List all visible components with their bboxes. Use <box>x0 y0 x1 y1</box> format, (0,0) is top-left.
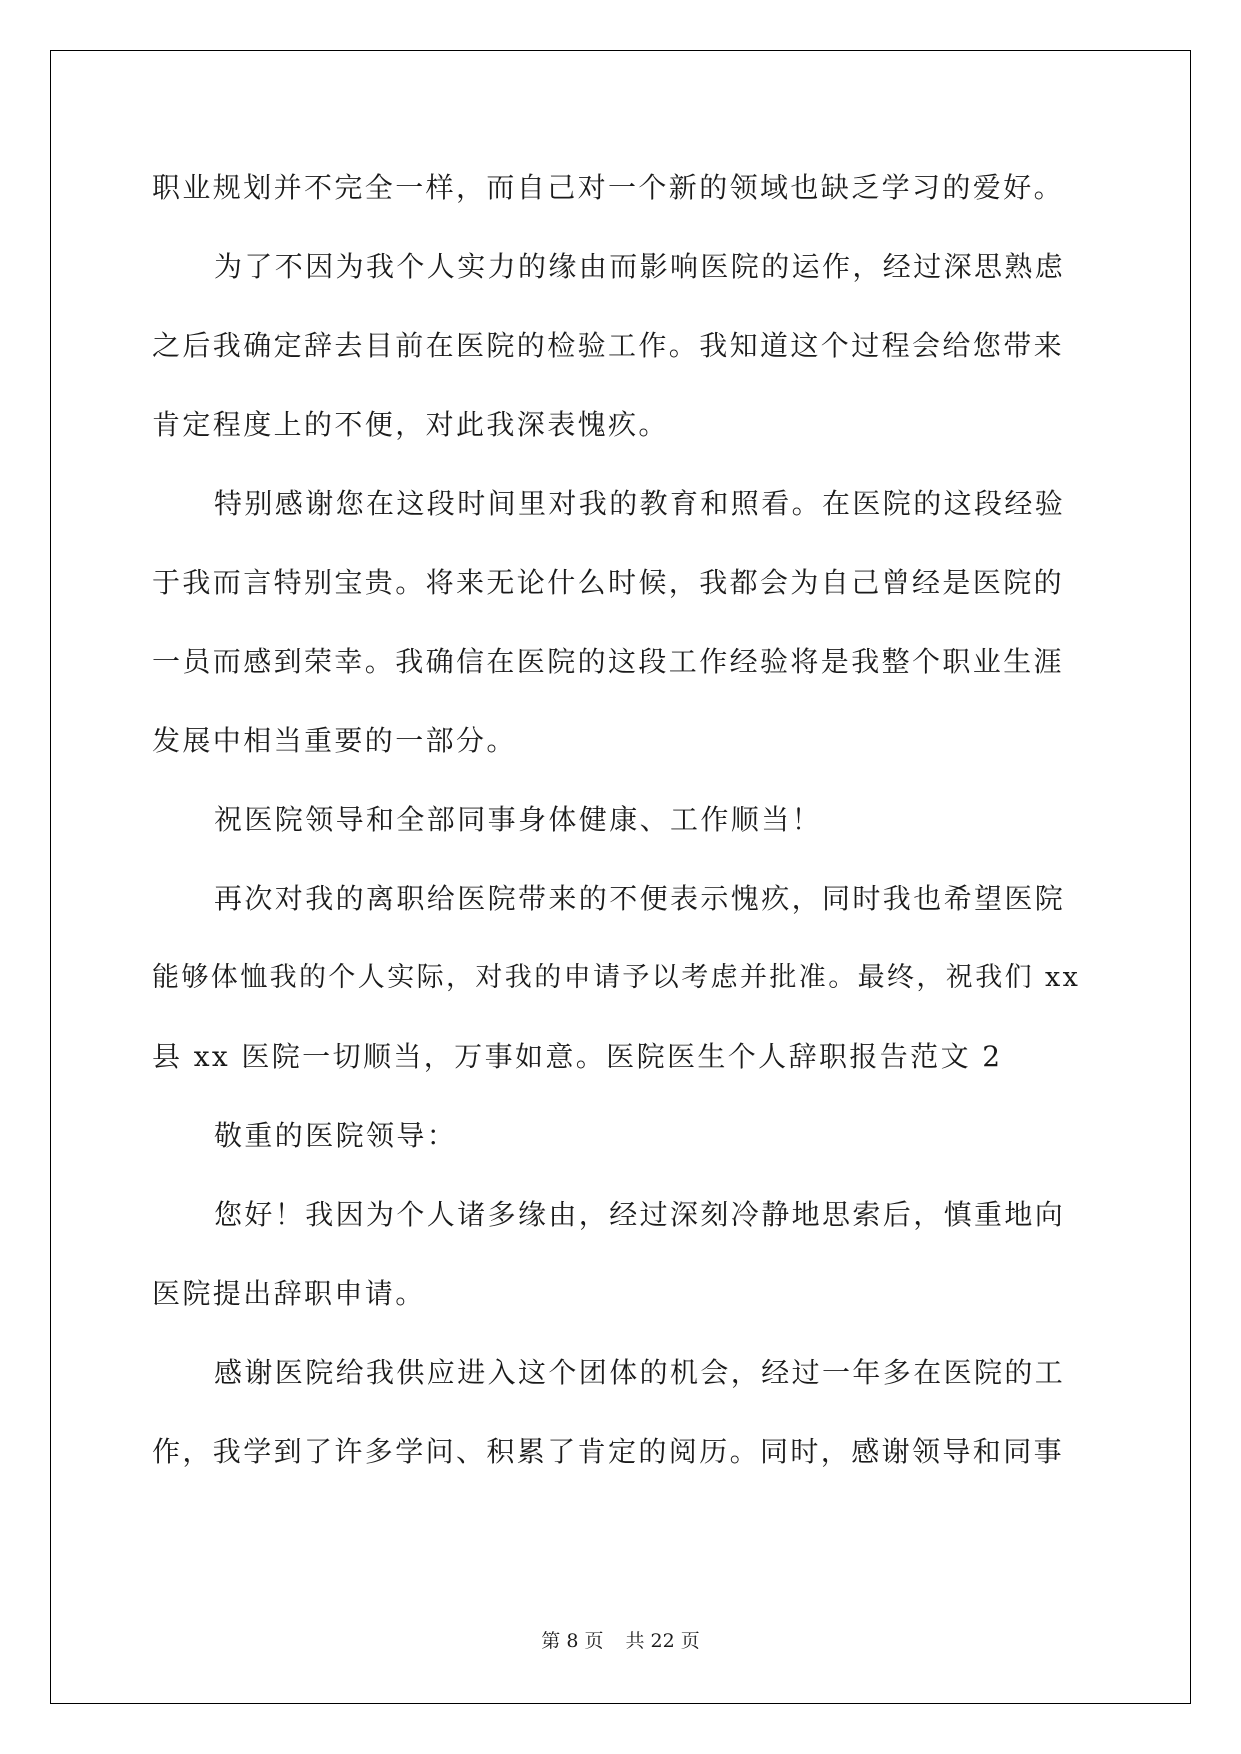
salutation-line: 敬重的医院领导： <box>214 1119 458 1152</box>
paragraph-line: 县 xx 医院一切顺当，万事如意。医院医生个人辞职报告范文 2 <box>152 1040 1003 1073</box>
paragraph-line: 发展中相当重要的一部分。 <box>152 724 517 757</box>
paragraph-line: 为了不因为我个人实力的缘由而影响医院的运作，经过深思熟虑 <box>214 250 1066 283</box>
paragraph-line: 祝医院领导和全部同事身体健康、工作顺当！ <box>214 803 823 836</box>
page-total: 共 22 页 <box>625 1630 700 1652</box>
paragraph-line: 感谢医院给我供应进入这个团体的机会，经过一年多在医院的工 <box>214 1356 1066 1389</box>
paragraph-line: 医院提出辞职申请。 <box>152 1277 426 1310</box>
page-footer <box>0 1626 1241 1653</box>
paragraph-line: 之后我确定辞去目前在医院的检验工作。我知道这个过程会给您带来 <box>152 329 1065 362</box>
paragraph-line: 一员而感到荣幸。我确信在医院的这段工作经验将是我整个职业生涯 <box>152 645 1065 678</box>
paragraph-line: 于我而言特别宝贵。将来无论什么时候，我都会为自己曾经是医院的 <box>152 566 1065 599</box>
paragraph-line: 再次对我的离职给医院带来的不便表示愧疚，同时我也希望医院 <box>214 882 1066 915</box>
paragraph-line: 职业规划并不完全一样，而自己对一个新的领域也缺乏学习的爱好。 <box>152 171 1065 204</box>
page-number: 第 8 页 <box>541 1630 604 1652</box>
paragraph-line: 作，我学到了许多学问、积累了肯定的阅历。同时，感谢领导和同事 <box>152 1435 1065 1468</box>
document-body <box>152 148 1092 1491</box>
paragraph-line: 您好！我因为个人诸多缘由，经过深刻冷静地思索后，慎重地向 <box>214 1198 1066 1231</box>
paragraph-line: 特别感谢您在这段时间里对我的教育和照看。在医院的这段经验 <box>214 487 1066 520</box>
paragraph-line: 肯定程度上的不便，对此我深表愧疚。 <box>152 408 669 441</box>
paragraph-line: 能够体恤我的个人实际，对我的申请予以考虑并批准。最终，祝我们 xx <box>152 962 1081 993</box>
